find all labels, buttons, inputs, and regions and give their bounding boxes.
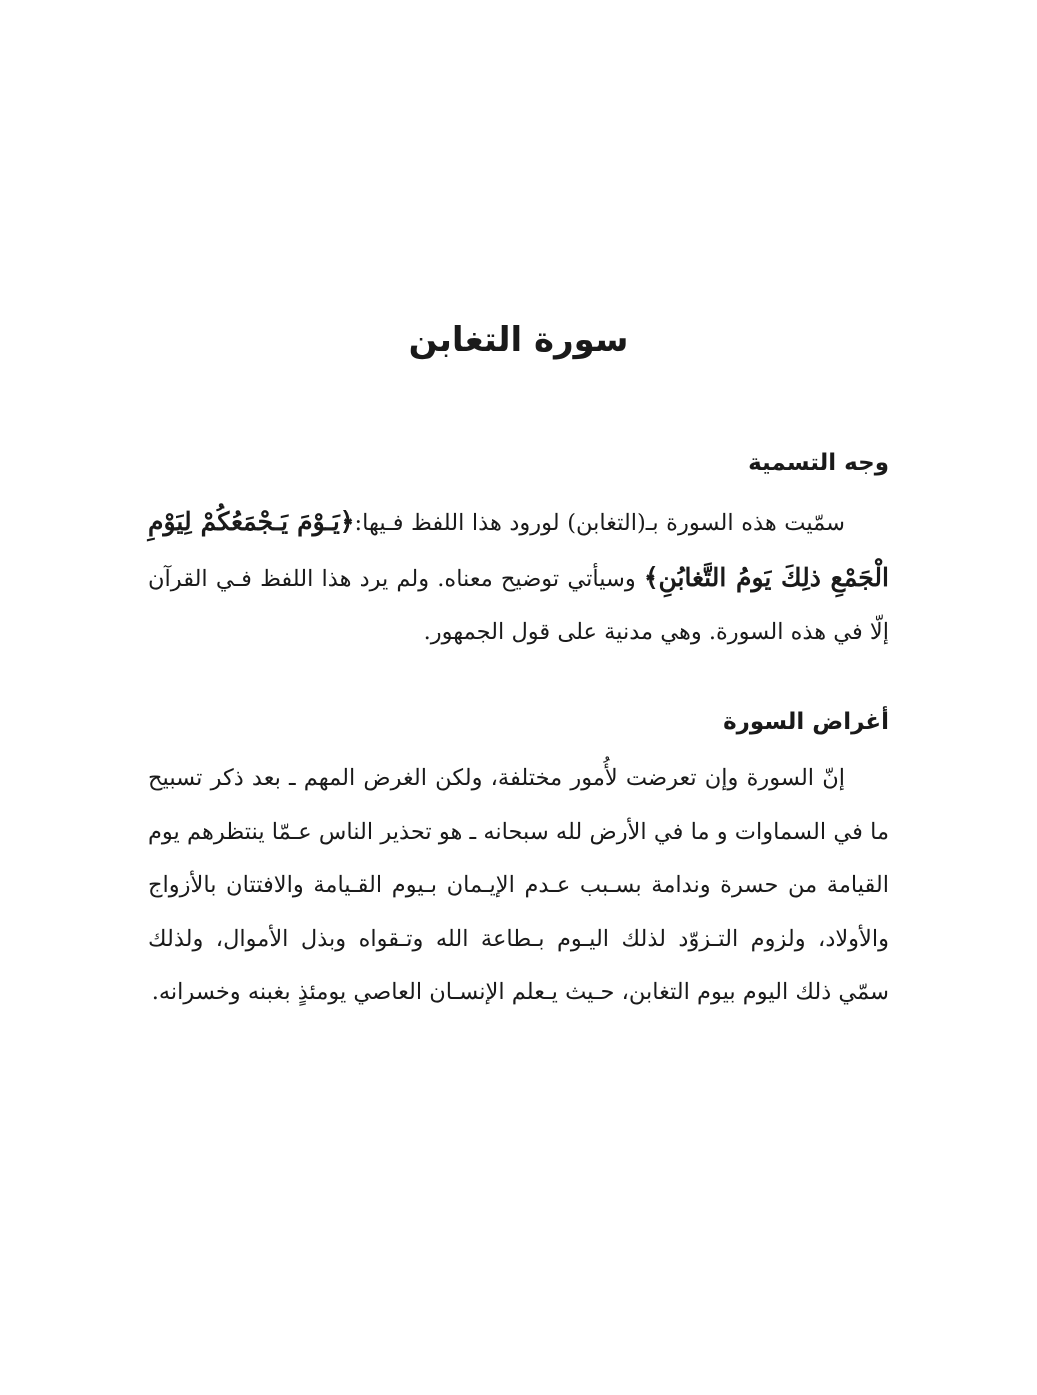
naming-text-after: وسيأتي توضيح معناه. ولم يرد هذا اللفظ فـي القرآن إلّا في هذه السورة. وهي مدنية على قول الجمهور. <box>148 565 889 645</box>
section-heading-naming: وجه التسمية <box>748 450 889 476</box>
surah-title: سورة التغابن <box>408 320 629 360</box>
quran-verse: ﴿يَـوْمَ يَـجْمَعُكُمْ لِيَوْمِ الْجَمْعِ ذلِكَ يَومُ التَّغابُنِ﴾ <box>148 507 889 592</box>
paragraph-purposes <box>148 752 889 1020</box>
purposes-text: إنّ السورة وإن تعرضت لأُمور مختلفة، ولكن الغرض المهم ـ بعد ذكر تسبيح ما في السماوات و ما في الأرض لله سبحانه ـ هو تحذير الناس عـمّا ينتظرهم يوم القيامة من حسرة وندامة بسـبب عـدم الإيـمان بـيوم القـيامة والافتتان بالأزواج والأولاد، ولزوم التـزوّد لذلك اليـوم بـطاعة الله وتـقواه وبذل الأموال، ولذلك سمّي ذلك اليوم بيوم التغابن، حـيث يـعلم الإنسـان العاصي يومئذٍ بغبنه وخسرانه. <box>148 765 889 1005</box>
document-page <box>148 0 889 1395</box>
section-heading-purposes: أغراض السورة <box>723 709 889 735</box>
paragraph-naming <box>148 495 889 660</box>
naming-text-before: سمّيت هذه السورة بـ(التغابن) لورود هذا اللفظ فـيها: <box>354 510 845 536</box>
